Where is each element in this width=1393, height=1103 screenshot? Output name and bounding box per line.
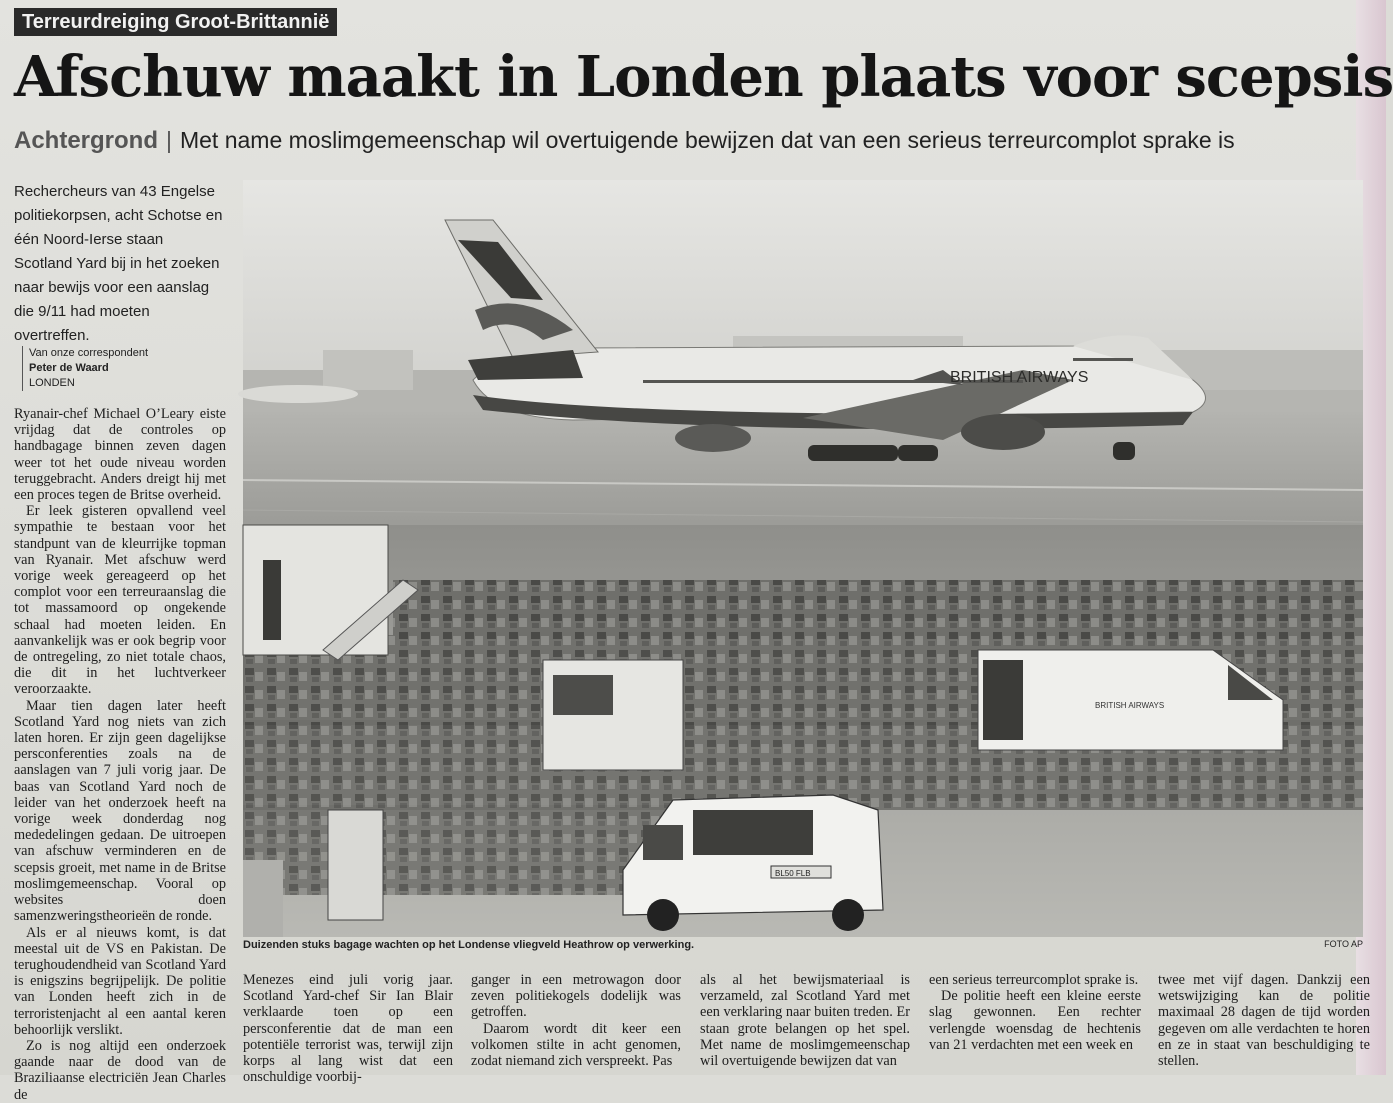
article-column-3 (471, 972, 681, 1069)
paragraph: Daarom wordt dit keer een volkomen stilte in acht genomen, zodat niemand zich verspreekt. Pas (471, 1020, 681, 1070)
article-column-2 (243, 972, 453, 1085)
paragraph: een serieus terreurcomplot sprake is. (929, 972, 1139, 988)
paragraph: als al het bewijsmateriaal is verzameld, zal Scotland Yard met een verklaring naar buiten treden. Er staan grote belangen op het spel. Met name de moslimgemeenschap wil overtuigende bewijzen dat van (700, 972, 910, 1070)
byline (22, 346, 148, 391)
paragraph: Er leek gisteren opvallend veel sympathie te bestaan voor het standpunt van de kleurrijke topman van Ryanair. Met afschuw werd vorige week gereageerd op het complot voor een terreuraanslag die tot massamoord op ongekende schaal had moeten leiden. En aanvankelijk was er ook begrip voor de ontregeling, zo niet totale chaos, die dit in het luchtverkeer veroorzaakte. (14, 503, 226, 698)
intro-paragraph: Rechercheurs van 43 Engelse politiekorpsen, acht Schotse en één Noord-Ierse staan Scotland Yard bij in het zoeken naar bewijs voor een aanslag die 9/11 had moeten overtreffen. (14, 183, 223, 344)
news-photo (243, 180, 1363, 937)
paragraph: ganger in een metrowagon door zeven politiekogels dodelijk was getroffen. (471, 972, 681, 1021)
subheadline-separator: | (166, 127, 172, 153)
paragraph: De politie heeft een kleine eerste slag gewonnen. Een rechter verlengde woensdag de hechtenis van 21 verdachten met een week en (929, 988, 1141, 1053)
paragraph: Menezes eind juli vorig jaar. Scotland Yard-chef Sir Ian Blair verklaarde toen op een persconferentie dat de man een potentiële terrorist was, terwijl zijn korps al lang wist dat een onschuldige voorbij- (243, 972, 453, 1086)
paragraph: Ryanair-chef Michael O’Leary eiste vrijdag dat de controles op handbagage binnen zeven dagen weer tot het oude niveau worden teruggebracht. Anders dreigt hij met een proces tegen de Britse overheid. (14, 406, 226, 504)
subheadline (14, 124, 1235, 157)
byline-author: Peter de Waard (29, 362, 109, 374)
subheadline-text: Met name moslimgemeenschap wil overtuigende bewijzen dat van een serieus terreurcomplot sprake is (179, 127, 1235, 153)
article-column-4 (700, 972, 910, 1069)
paragraph: Zo is nog altijd een onderzoek gaande naar de dood van de Braziliaanse electriciën Jean Charles de (14, 1037, 226, 1103)
byline-label: Van onze correspondent (29, 347, 149, 359)
headline: Afschuw maakt in Londen plaats voor scepsis (14, 44, 1393, 110)
byline-place: LONDEN (29, 377, 75, 389)
airport-photo (243, 180, 1363, 937)
license-plate: BL50 FLB (775, 869, 811, 878)
section-kicker: Terreurdreiging Groot-Brittannië (14, 8, 337, 36)
article-column-5 (929, 972, 1141, 1053)
caption-text: Duizenden stuks bagage wachten op het Londense vliegveld Heathrow op verwerking. (243, 939, 695, 951)
subheadline-tag: Achtergrond (14, 127, 158, 154)
article-column-6 (1158, 972, 1370, 1069)
plane-livery-text: BRITISH AIRWAYS (950, 369, 1089, 386)
van-livery-text: BRITISH AIRWAYS (1095, 701, 1165, 710)
paragraph: Als er al nieuws komt, is dat meestal uit de VS en Pakistan. De terughoudendheid van Scotland Yard is enigszins begrijpelijk. De politie van Londen heeft zich in de terroristenjacht al een aantal keren behoorlijk verslikt. (14, 924, 226, 1038)
paragraph: twee met vijf dagen. Dankzij een wetswijziging kan de politie maximaal 28 dagen de tijd worden gegeven om alle verdachten te horen en ze in staat van beschuldiging te stellen. (1158, 972, 1370, 1070)
article-column-1 (14, 406, 226, 1103)
paragraph: Maar tien dagen later heeft Scotland Yard nog niets van zich laten horen. Er zijn geen dagelijkse persconferenties zoals na de aanslagen van 7 juli vorig jaar. De baas van Scotland Yard noch de leider van het onderzoek heeft na vorige week donderdag nog mededelingen gedaan. De uitroepen van afschuw verminderen en de scepsis groeit, met name in de Britse moslimgemeenschap. Vooral op websites doen samenzweringstheorieën de ronde. (14, 697, 226, 925)
photo-credit: FOTO AP (1324, 939, 1363, 949)
photo-caption (243, 939, 1363, 957)
